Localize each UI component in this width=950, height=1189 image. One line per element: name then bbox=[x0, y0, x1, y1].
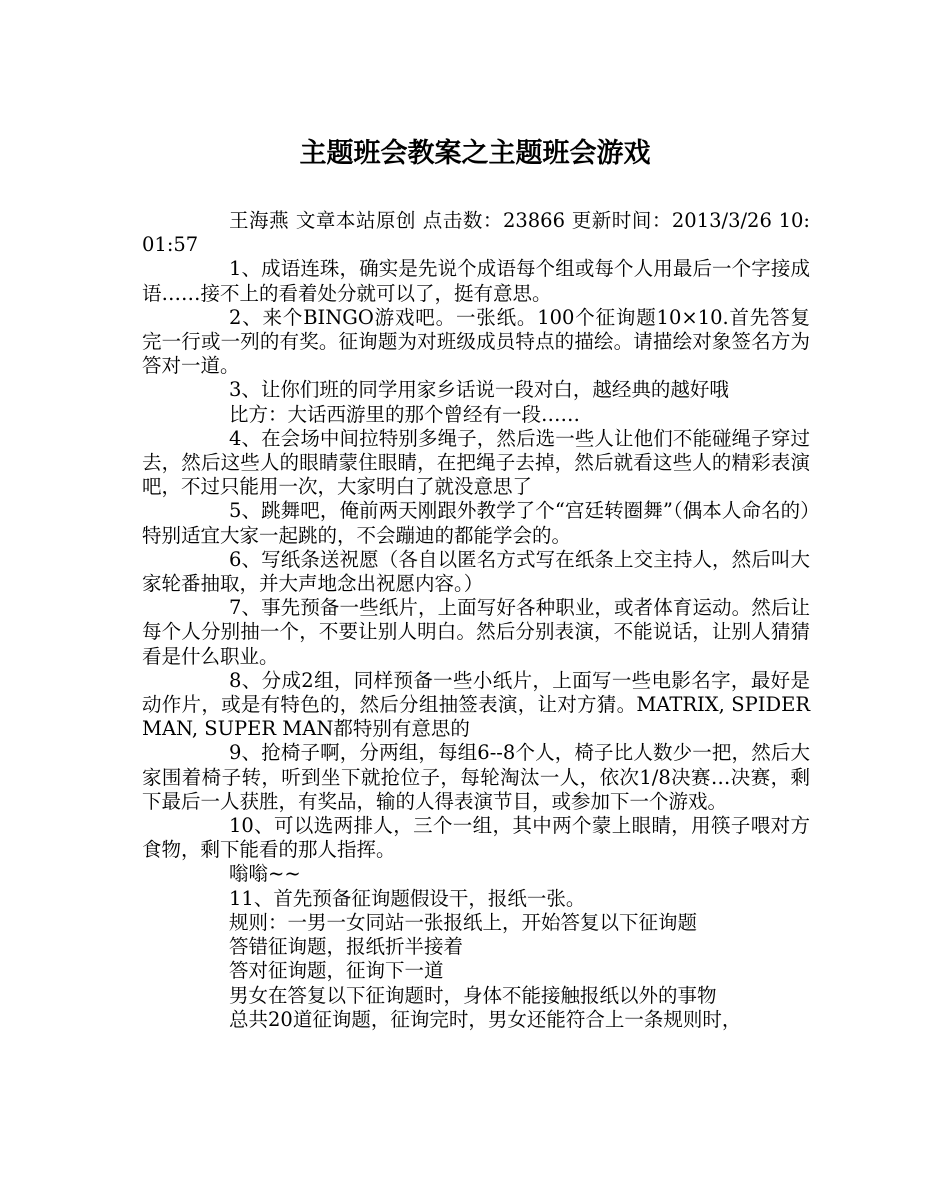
paragraph: 1、成语连珠，确实是先说个成语每个组或每个人用最后一个字接成语……接不上的看着处分就可以了，挺有意思。 bbox=[142, 257, 810, 305]
byline: 王海燕 文章本站原创 点击数：23866 更新时间：2013/3/26 10:01:57 bbox=[142, 209, 810, 257]
paragraph: 2、来个BINGO游戏吧。一张纸。100个征询题10×10.首先答复完一行或一列的有奖。征询题为对班级成员特点的描绘。请描绘对象签名方为答对一道。 bbox=[142, 305, 810, 378]
paragraph: 答对征询题，征询下一道 bbox=[229, 959, 444, 983]
page-title: 主题班会教案之主题班会游戏 bbox=[299, 138, 651, 169]
paragraph: 5、跳舞吧，俺前两天刚跟外教学了个“宫廷转圈舞”（偶本人命名的）特别适宜大家一起跳的，不会蹦迪的都能学会的。 bbox=[142, 499, 810, 547]
paragraph: 规则：一男一女同站一张报纸上，开始答复以下征询题 bbox=[229, 910, 698, 934]
paragraph: 男女在答复以下征询题时，身体不能接触报纸以外的事物 bbox=[229, 983, 717, 1007]
paragraph: 答错征询题，报纸折半接着 bbox=[229, 935, 464, 959]
paragraph: 11、首先预备征询题假设干，报纸一张。 bbox=[229, 886, 586, 910]
paragraph: 7、事先预备一些纸片，上面写好各种职业，或者体育运动。然后让每个人分别抽一个，不要让别人明白。然后分别表演，不能说话，让别人猜猜看是什么职业。 bbox=[142, 596, 810, 668]
paragraph: 总共20道征询题，征询完时，男女还能符合上一条规则时， bbox=[229, 1007, 742, 1031]
paragraph: 8、分成2组，同样预备一些小纸片，上面写一些电影名字，最好是动作片，或是有特色的，然后分组抽签表演，让对方猜。MATRIX, SPIDER MAN, SUPER MAN都特别有意思的 bbox=[142, 668, 810, 741]
paragraph: 嗡嗡~~ bbox=[229, 862, 301, 886]
paragraph: 3、让你们班的同学用家乡话说一段对白，越经典的越好哦 bbox=[229, 378, 729, 402]
paragraph: 10、可以选两排人，三个一组，其中两个蒙上眼睛，用筷子喂对方食物，剩下能看的那人指挥。 bbox=[142, 814, 810, 862]
paragraph: 比方：大话西游里的那个曾经有一段…… bbox=[229, 402, 581, 426]
paragraph: 4、在会场中间拉特别多绳子，然后选一些人让他们不能碰绳子穿过去，然后这些人的眼睛蒙住眼睛，在把绳子去掉，然后就看这些人的精彩表演吧，不过只能用一次，大家明白了就没意思了 bbox=[142, 426, 810, 499]
paragraph: 9、抢椅子啊，分两组，每组6--8个人，椅子比人数少一把，然后大家围着椅子转，听到坐下就抢位子，每轮淘汰一人，依次1/8决赛…决赛，剩下最后一人获胜，有奖品，输的人得表演节目，或参加下一个游戏。 bbox=[142, 741, 810, 813]
document-body bbox=[142, 209, 810, 1032]
paragraph: 6、写纸条送祝愿（各自以匿名方式写在纸条上交主持人，然后叫大家轮番抽取，并大声地念出祝愿内容。） bbox=[142, 547, 810, 596]
